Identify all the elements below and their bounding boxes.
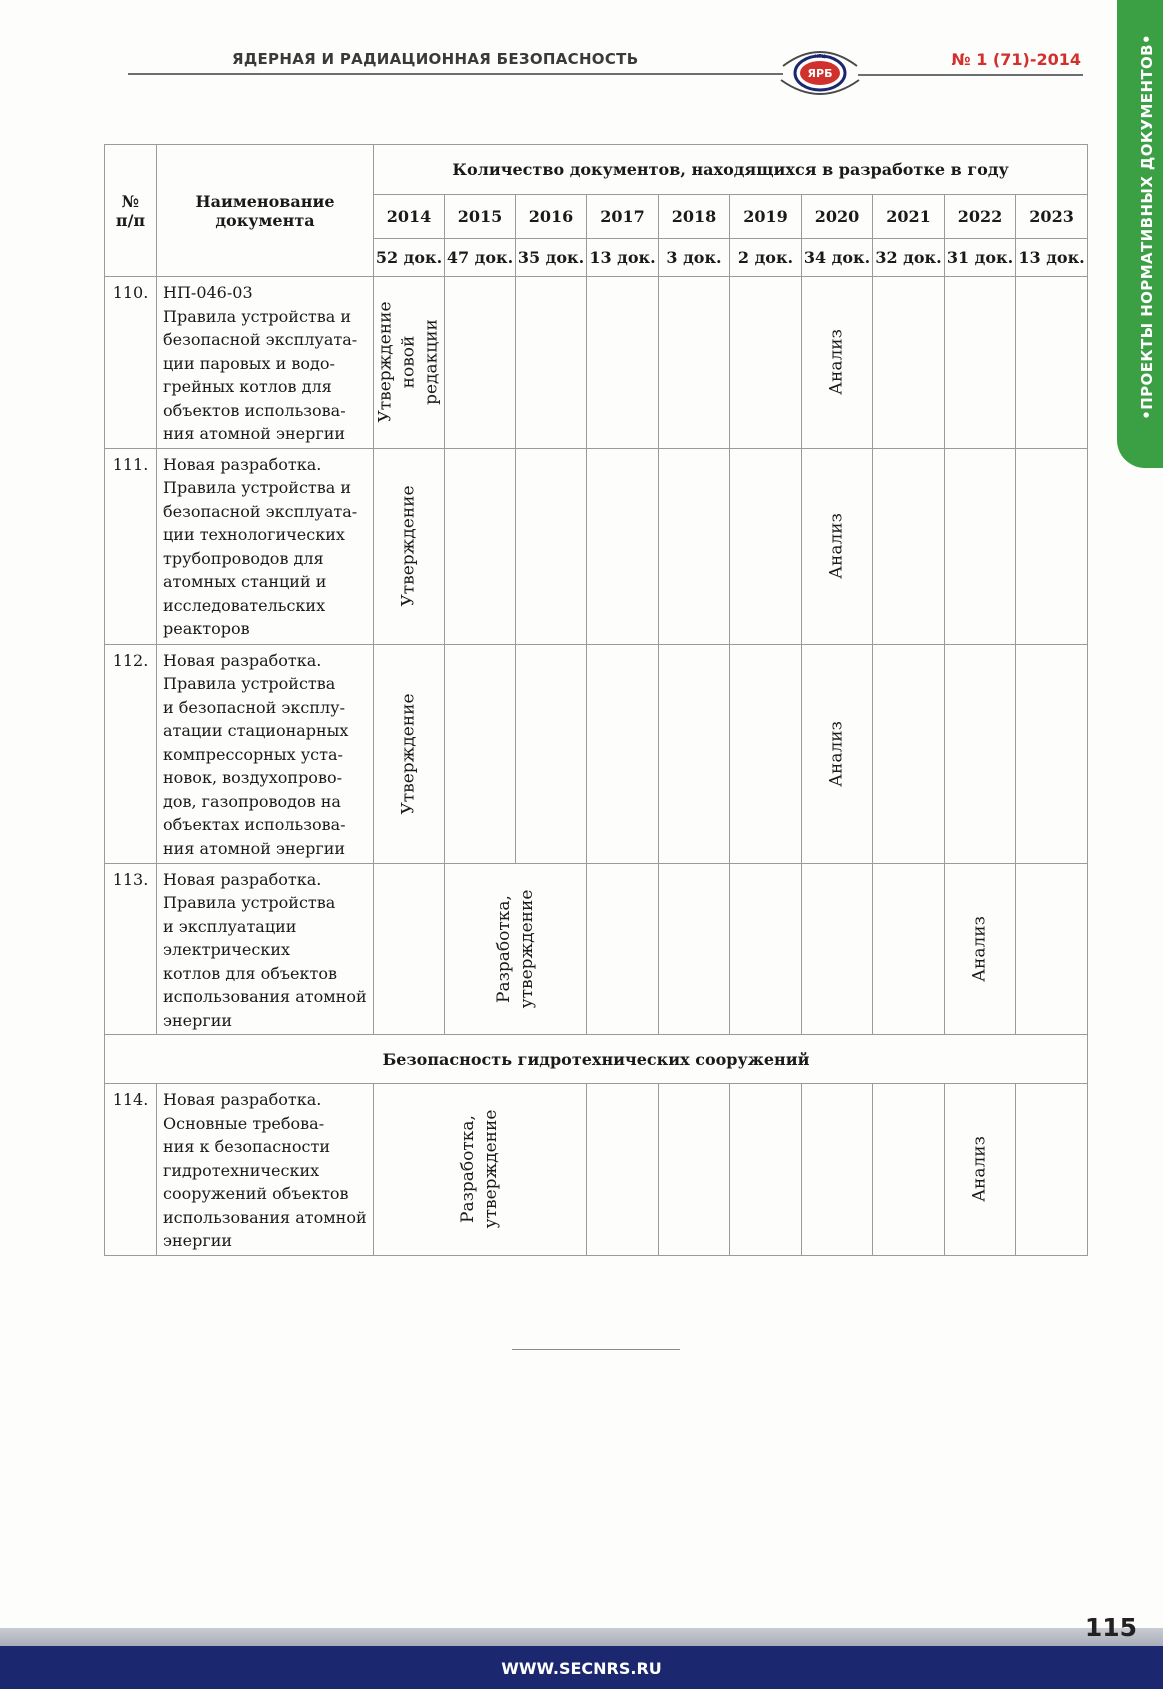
doc-count: 3 док. [659,239,730,277]
year-header: 2018 [659,195,730,239]
logo-text: ЯРБ [807,67,833,80]
document-name: НП-046-03 Правила устройства и безопасной эксплуата- ции паровых и водо- грейных котлов для объектов использова- ния атомной энергии [157,277,374,449]
stage-label: Анализ [969,915,990,982]
year-header: 2019 [730,195,802,239]
stage-cell [802,277,873,449]
stage-cell [802,644,873,863]
journal-title: ЯДЕРНАЯ И РАДИАЦИОННАЯ БЕЗОПАСНОСТЬ [232,50,639,68]
section-title: Безопасность гидротехнических сооружений [105,1035,1088,1084]
page-number: 115 [1084,1613,1137,1642]
footer-url[interactable]: WWW.SECNRS.RU [501,1659,662,1678]
year-header: 2017 [587,195,659,239]
column-group-header: Количество документов, находящихся в разработке в году [374,145,1088,195]
doc-count: 34 док. [802,239,873,277]
stage-label: Анализ [826,720,847,787]
stage-cell [374,1084,587,1256]
table-row [105,1084,1088,1256]
row-number: 110. [105,277,157,449]
row-number: 111. [105,448,157,644]
year-header: 2023 [1016,195,1088,239]
stage-cell [374,448,445,644]
column-header-document-name: Наименование документа [157,145,374,277]
doc-count: 52 док. [374,239,445,277]
doc-count: 32 док. [873,239,945,277]
row-number: 112. [105,644,157,863]
table-row [105,644,1088,863]
stage-label: Утверждение новой редакции [375,301,442,423]
year-header: 2022 [945,195,1016,239]
header-rule-left [128,73,783,75]
stage-label: Анализ [826,513,847,579]
row-number: 113. [105,863,157,1035]
stage-label: Анализ [969,1136,990,1203]
stage-label: Разработка, утверждение [493,889,537,1009]
doc-count: 13 док. [587,239,659,277]
year-header: 2015 [445,195,516,239]
stage-label: Разработка, утверждение [458,1109,501,1229]
logo-small-text: НТЦ [814,54,826,60]
stage-label: Анализ [826,329,847,396]
stage-cell [945,863,1016,1035]
year-header: 2016 [516,195,587,239]
doc-count: 13 док. [1016,239,1088,277]
stage-cell [802,448,873,644]
year-header: 2014 [374,195,445,239]
column-header-number: № п/п [105,145,157,277]
table-row [105,277,1088,449]
stage-cell [374,277,445,449]
header-rule-right [858,74,1083,76]
section-side-tab [1117,0,1163,468]
issue-number: № 1 (71)-2014 [951,50,1081,69]
stage-cell [374,644,445,863]
document-name: Новая разработка. Правила устройства и безопасной эксплу- атации стационарных компрессорных уста- новок, воздухопрово- дов, газопроводов на объектах использова- ния атомной энергии [157,644,374,863]
doc-count: 31 док. [945,239,1016,277]
documents-table [104,144,1088,1256]
year-header: 2020 [802,195,873,239]
table-row [105,448,1088,644]
stage-cell [445,863,587,1035]
doc-count: 35 док. [516,239,587,277]
doc-count: 47 док. [445,239,516,277]
stage-cell [945,1084,1016,1256]
stage-label: Утверждение [398,692,419,815]
doc-count: 2 док. [730,239,802,277]
journal-logo [775,46,865,100]
year-header: 2021 [873,195,945,239]
stage-label: Утверждение [398,485,419,607]
document-name: Новая разработка. Правила устройства и безопасной эксплуата- ции технологических трубопроводов для атомных станций и исследовательских реакторов [157,448,374,644]
end-rule [512,1349,680,1350]
row-number: 114. [105,1084,157,1256]
document-name: Новая разработка. Правила устройства и эксплуатации электрических котлов для объектов использования атомной энергии [157,863,374,1035]
document-name: Новая разработка. Основные требова- ния к безопасности гидротехнических сооружений объектов использования атомной энергии [157,1084,374,1256]
table-section-row [105,1035,1088,1084]
footer-stripe [0,1628,1163,1646]
side-tab-label: •ПРОЕКТЫ НОРМАТИВНЫХ ДОКУМЕНТОВ• [1138,34,1156,420]
table-row [105,863,1088,1035]
